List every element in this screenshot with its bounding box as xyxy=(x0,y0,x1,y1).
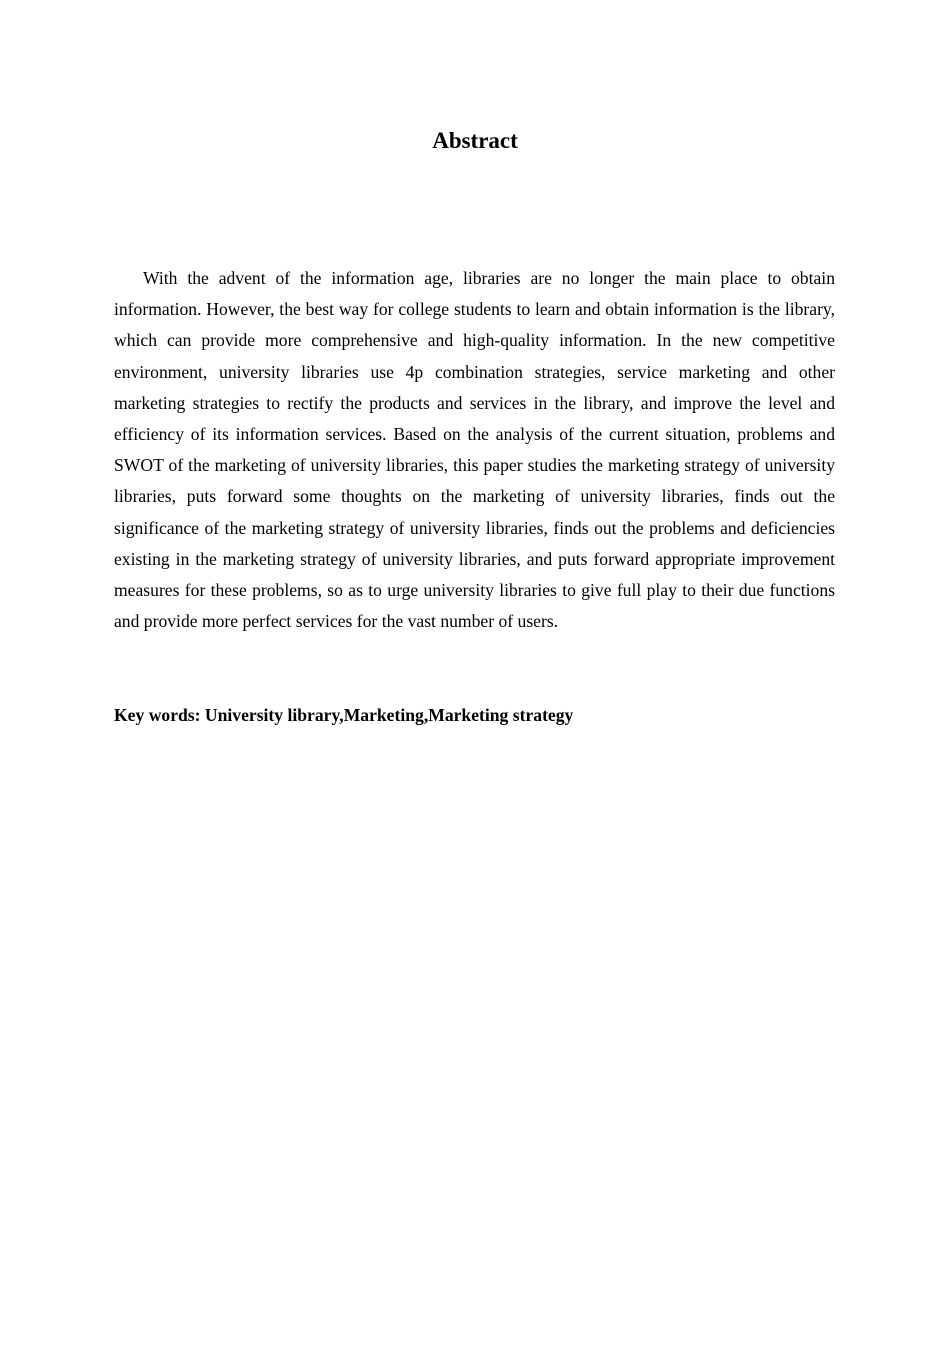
keywords-label: Key words: xyxy=(114,705,201,725)
keywords-line xyxy=(114,700,835,731)
page-title: Abstract xyxy=(432,128,518,153)
abstract-paragraph: With the advent of the information age, libraries are no longer the main place to obtain information. However, the best way for college students to learn and obtain information is the library, which can provide more comprehensive and high-quality information. In the new competitive environment, university libraries use 4p combination strategies, service marketing and other marketing strategies to rectify the products and services in the library, and improve the level and efficiency of its information services. Based on the analysis of the current situation, problems and SWOT of the marketing of university libraries, this paper studies the marketing strategy of university libraries, puts forward some thoughts on the marketing of university libraries, finds out the significance of the marketing strategy of university libraries, finds out the problems and deficiencies existing in the marketing strategy of university libraries, and puts forward appropriate improvement measures for these problems, so as to urge university libraries to give full play to their due functions and provide more perfect services for the vast number of users. xyxy=(114,268,835,632)
keywords-list: University library,Marketing,Marketing strategy xyxy=(204,705,574,725)
